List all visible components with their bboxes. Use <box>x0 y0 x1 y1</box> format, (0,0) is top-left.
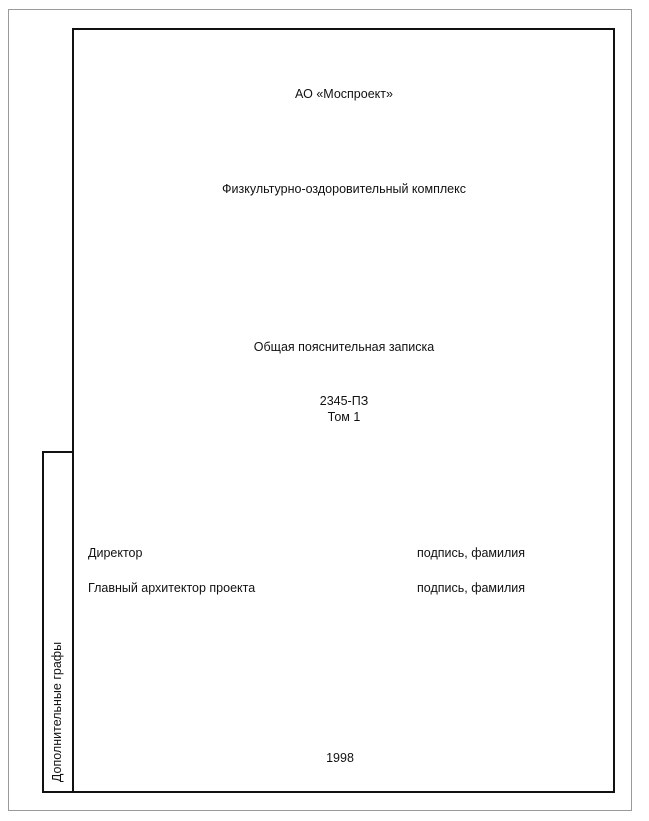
signature-role-chief-architect: Главный архитектор проекта <box>88 581 256 595</box>
signature-field-director: подпись, фамилия <box>417 546 526 560</box>
document-title: Общая пояснительная записка <box>253 340 435 354</box>
document-code: 2345-ПЗ <box>319 394 369 408</box>
volume-number: Том 1 <box>327 410 361 424</box>
object-name: Физкультурно-оздоровительный комплекс <box>222 182 466 196</box>
signature-role-director: Директор <box>88 546 143 560</box>
signature-field-chief-architect: подпись, фамилия <box>417 581 526 595</box>
year: 1998 <box>326 751 354 765</box>
organization-name: АО «Моспроект» <box>295 87 393 101</box>
side-label: Дополнительные графы <box>50 641 64 783</box>
